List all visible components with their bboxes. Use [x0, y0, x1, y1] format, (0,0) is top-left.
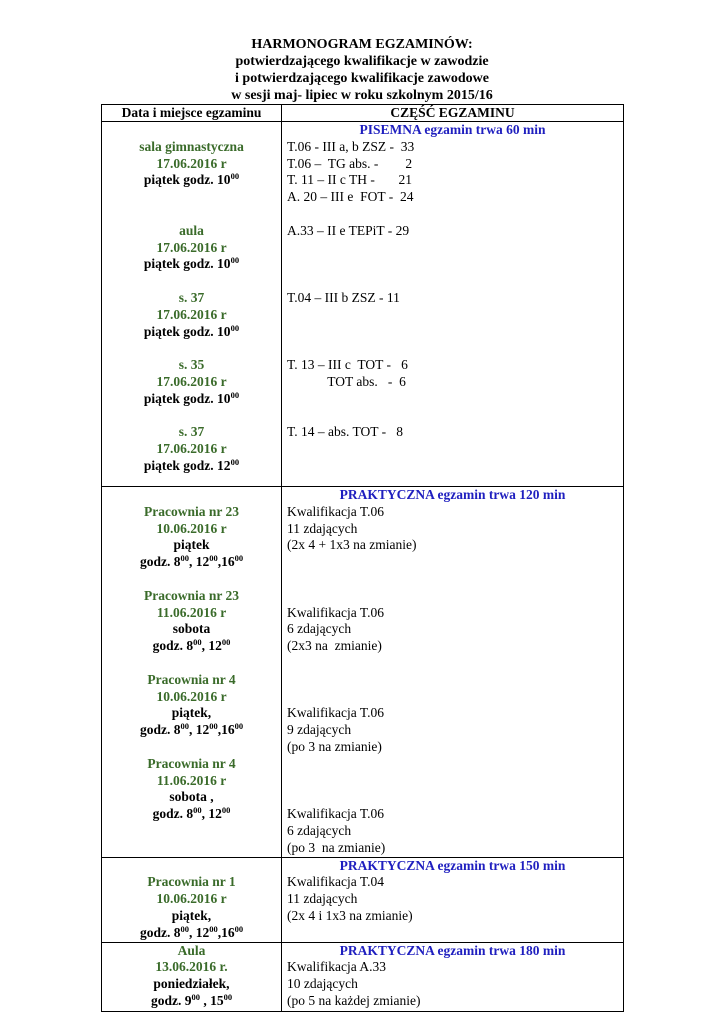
document-title [0, 36, 724, 104]
detail-line: 6 zdających [287, 621, 352, 637]
exam-place: Pracownia nr 23 [144, 503, 239, 519]
detail-line: T. 14 – abs. TOT - 8 [287, 424, 403, 440]
exam-schedule-table [101, 104, 624, 1012]
exam-time: godz. $8^{00}$, $12^{00},16^{00}$ [139, 721, 244, 738]
detail-line: 9 zdających [287, 722, 352, 738]
written-locations [102, 122, 282, 487]
practical-150-details [282, 857, 624, 942]
entry [102, 504, 281, 571]
practical-120-details [282, 487, 624, 858]
exam-day: sobota [172, 621, 211, 637]
title-line: potwierdzającego kwalifikacje w zawodzie [235, 54, 489, 69]
exam-date: 10.06.2016 r [156, 688, 227, 704]
exam-date: 13.06.2016 r. [155, 959, 228, 975]
exam-place: s. 37 [178, 289, 205, 305]
section-heading: PRAKTYCZNA egzamin trwa 150 min [339, 857, 566, 873]
exam-day: poniedziałek, [153, 976, 230, 992]
exam-place: aula [179, 222, 204, 238]
detail-line: Kwalifikacja T.06 [287, 705, 384, 721]
entry [102, 672, 281, 739]
detail-line: Kwalifikacja T.04 [287, 874, 384, 890]
exam-time: godz. $8^{00}$, $12^{00},16^{00}$ [139, 923, 244, 940]
exam-place: s. 35 [178, 357, 205, 373]
practical-180-details [282, 942, 624, 1011]
section-practical-150 [102, 857, 624, 942]
entry [102, 357, 281, 407]
exam-place: Aula [177, 942, 206, 958]
detail-line: 11 zdających [287, 891, 358, 907]
exam-date: 17.06.2016 r [156, 441, 227, 457]
section-practical-120 [102, 487, 624, 858]
practical-150-locations [102, 857, 282, 942]
exam-time: godz. $8^{00}$, $12^{00},16^{00}$ [139, 553, 244, 570]
exam-day: piątek, [171, 907, 212, 923]
detail-line: Kwalifikacja T.06 [287, 806, 384, 822]
entry [102, 139, 281, 189]
detail-line: A. 20 – III e FOT - 24 [287, 189, 414, 205]
header-date-place: Data i miejsce egzaminu [102, 105, 282, 122]
exam-place: s. 37 [178, 424, 205, 440]
section-practical-180 [102, 942, 624, 1011]
written-details [282, 122, 624, 487]
exam-place: Pracownia nr 1 [147, 874, 236, 890]
detail-line: 10 zdających [287, 976, 358, 992]
exam-date: 17.06.2016 r [156, 306, 227, 322]
detail-line: A.33 – II e TEPiT - 29 [287, 222, 410, 238]
title-line: HARMONOGRAM EGZAMINÓW: [251, 37, 473, 52]
exam-day: piątek, [171, 705, 212, 721]
exam-day: piątek [173, 537, 210, 553]
detail-line: 11 zdających [287, 520, 358, 536]
exam-time: godz. $8^{00}$, $12^{00}$ [152, 637, 231, 654]
detail-line: (po 5 na każdej zmianie) [287, 992, 421, 1008]
exam-place: sala gimnastyczna [139, 138, 244, 154]
section-heading: PRAKTYCZNA egzamin trwa 180 min [339, 942, 566, 958]
exam-time: godz. $9^{00}$ , $15^{00}$ [150, 991, 233, 1008]
section-heading: PISEMNA egzamin trwa 60 min [359, 122, 546, 137]
header-exam-part: CZĘŚĆ EGZAMINU [282, 105, 624, 122]
exam-date: 17.06.2016 r [156, 373, 227, 389]
exam-date: 17.06.2016 r [156, 155, 227, 171]
exam-date: 17.06.2016 r [156, 239, 227, 255]
entry [102, 223, 281, 273]
section-written [102, 122, 624, 487]
exam-date: 11.06.2016 r [156, 604, 227, 620]
detail-line: T. 13 – III c TOT - 6 [287, 357, 408, 373]
detail-line: T.06 – TG abs. - 2 [287, 155, 413, 171]
detail-line: TOT abs. - 6 [287, 373, 406, 389]
entry [102, 424, 281, 474]
section-heading: PRAKTYCZNA egzamin trwa 120 min [339, 487, 566, 502]
entry [102, 756, 281, 823]
entry [102, 290, 281, 340]
table-header-row [102, 105, 624, 122]
exam-place: Pracownia nr 23 [144, 587, 239, 603]
detail-line: (2x3 na zmianie) [287, 638, 382, 654]
practical-180-locations [102, 942, 282, 1011]
detail-line: (po 3 na zmianie) [287, 839, 386, 855]
entry [102, 874, 281, 941]
entry [102, 588, 281, 655]
exam-place: Pracownia nr 4 [147, 671, 236, 687]
exam-date: 10.06.2016 r [156, 891, 227, 907]
exam-time: godz. $8^{00}$, $12^{00}$ [152, 805, 231, 822]
detail-line: 6 zdających [287, 822, 352, 838]
entry [102, 943, 281, 1010]
detail-line: T.04 – III b ZSZ - 11 [287, 289, 400, 305]
detail-line: Kwalifikacja T.06 [287, 604, 384, 620]
detail-line: T. 11 – II c TH - 21 [287, 172, 412, 188]
detail-line: (po 3 na zmianie) [287, 738, 382, 754]
detail-line: Kwalifikacja A.33 [287, 959, 386, 975]
title-line: i potwierdzającego kwalifikacje zawodowe [235, 71, 489, 86]
detail-line: T.06 - III a, b ZSZ - 33 [287, 138, 415, 154]
exam-day-time: piątek godz. $10^{00}$ [143, 389, 240, 406]
exam-day-time: piątek godz. $10^{00}$ [143, 255, 240, 272]
exam-place: Pracownia nr 4 [147, 755, 236, 771]
exam-date: 11.06.2016 r [156, 772, 227, 788]
practical-120-locations [102, 487, 282, 858]
detail-line: (2x 4 i 1x3 na zmianie) [287, 907, 413, 923]
title-line: w sesji maj- lipiec w roku szkolnym 2015/16 [231, 88, 493, 103]
detail-line: Kwalifikacja T.06 [287, 503, 384, 519]
exam-day-time: piątek godz. $10^{00}$ [143, 322, 240, 339]
exam-date: 10.06.2016 r [156, 520, 227, 536]
exam-day-time: piątek godz. $10^{00}$ [143, 171, 240, 188]
exam-day: sobota , [169, 789, 214, 805]
exam-day-time: piątek godz. $12^{00}$ [143, 456, 240, 473]
detail-line: (2x 4 + 1x3 na zmianie) [287, 537, 417, 553]
